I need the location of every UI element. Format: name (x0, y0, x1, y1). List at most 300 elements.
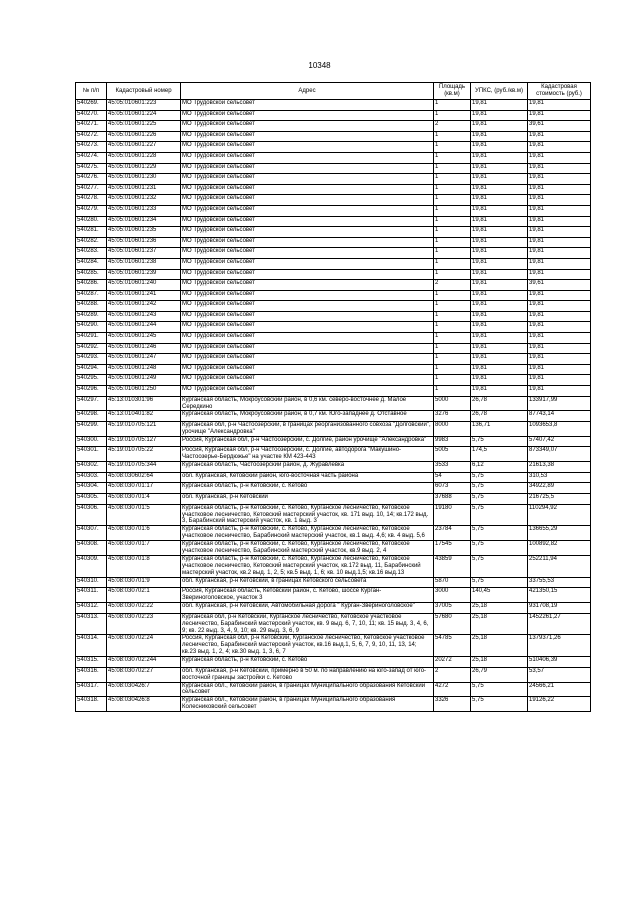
cadastral-number: 45:05:010601:242 (107, 301, 181, 312)
upks: 19,81 (471, 142, 528, 153)
area: 17545 (434, 541, 471, 556)
cadastral-number: 45:05:010601:246 (107, 343, 181, 354)
cadastral-value: 19,81 (528, 290, 591, 301)
table-row (76, 462, 591, 473)
area: 1 (434, 322, 471, 333)
table-row (76, 603, 591, 614)
upks: 5,75 (471, 483, 528, 494)
row-index: 540282. (76, 237, 107, 248)
address: МО Трудовской сельсовет (181, 237, 434, 248)
cadastral-number: 45:19:010705:344 (107, 462, 181, 473)
address: Курганская область, Частоозерский район, д. Журавлевка (181, 462, 434, 473)
area: 8000 (434, 422, 471, 437)
address: Курганская обл., Кетовский район, в границах Муниципального образования Кетовский сельсовет (181, 682, 434, 697)
cadastral-value: 19,81 (528, 142, 591, 153)
row-index: 540307. (76, 526, 107, 541)
area: 1 (434, 205, 471, 216)
table-row (76, 364, 591, 375)
table-row (76, 396, 591, 411)
upks: 5,75 (471, 436, 528, 447)
cadastral-value: 19,81 (528, 131, 591, 142)
address: Курганская область, Мокроусовский район, в 0,6 км. северо-восточнее д. Малое Середкино (181, 396, 434, 411)
address: Курганская область, р-н Кетовский, с. Кетово (181, 483, 434, 494)
table-row (76, 163, 591, 174)
cadastral-value: 19,81 (528, 322, 591, 333)
upks: 19,81 (471, 174, 528, 185)
table-row (76, 311, 591, 322)
cadastral-value: 19,81 (528, 333, 591, 344)
row-index: 540297. (76, 396, 107, 411)
cadastral-number: 45:08:030702:27 (107, 667, 181, 682)
row-index: 540284. (76, 258, 107, 269)
area: 1 (434, 269, 471, 280)
cadastral-number: 45:05:010601:230 (107, 174, 181, 185)
area: 1 (434, 216, 471, 227)
table-body (76, 100, 591, 712)
upks: 19,81 (471, 354, 528, 365)
cadastral-value: 1452261,27 (528, 613, 591, 635)
address: Россия, Курганская обл, р-н Частоозерский, с. Долгие, район урочище "Александровка" (181, 436, 434, 447)
address: МО Трудовской сельсовет (181, 152, 434, 163)
area: 2 (434, 121, 471, 132)
upks: 19,81 (471, 333, 528, 344)
table-row (76, 110, 591, 121)
row-index: 540287. (76, 290, 107, 301)
area: 5870 (434, 577, 471, 588)
area: 23784 (434, 526, 471, 541)
cadastral-value: 19,81 (528, 163, 591, 174)
upks: 19,81 (471, 386, 528, 397)
upks: 19,81 (471, 258, 528, 269)
address: Курганская область, р-н Кетовский, с. Кетово (181, 657, 434, 668)
address: МО Трудовской сельсовет (181, 227, 434, 238)
upks: 19,81 (471, 227, 528, 238)
table-row (76, 216, 591, 227)
upks: 5,75 (471, 682, 528, 697)
area: 3326 (434, 697, 471, 712)
cadastral-value: 24566,21 (528, 682, 591, 697)
table-row (76, 588, 591, 603)
cadastral-number: 45:08:030701:4 (107, 494, 181, 505)
row-index: 540301. (76, 447, 107, 462)
address: Россия, Курганская обл, р-н Частоозерский, с. Долгие, автодорога "Макушино-Частоозерье-Бердюжье" на участке КМ 423-443 (181, 447, 434, 462)
cadastral-value: 1379371,26 (528, 635, 591, 657)
address: МО Трудовской сельсовет (181, 248, 434, 259)
cadastral-number: 45:08:030701:9 (107, 577, 181, 588)
cadastral-value: 1093653,8 (528, 422, 591, 437)
address: МО Трудовской сельсовет (181, 386, 434, 397)
cadastral-number: 45:05:010601:227 (107, 142, 181, 153)
upks: 26,79 (471, 667, 528, 682)
area: 20272 (434, 657, 471, 668)
address: МО Трудовской сельсовет (181, 121, 434, 132)
upks: 25,18 (471, 613, 528, 635)
area: 3533 (434, 462, 471, 473)
cadastral-number: 45:05:010601:235 (107, 227, 181, 238)
upks: 19,81 (471, 301, 528, 312)
table-row (76, 100, 591, 111)
cadastral-value: 931708,19 (528, 603, 591, 614)
cadastral-value: 19,81 (528, 195, 591, 206)
area: 1 (434, 227, 471, 238)
address: МО Трудовской сельсовет (181, 280, 434, 291)
table-row (76, 494, 591, 505)
cadastral-number: 45:08:030701:6 (107, 526, 181, 541)
cadastral-value: 19,81 (528, 237, 591, 248)
cadastral-number: 45:05:010601:245 (107, 333, 181, 344)
row-index: 540300. (76, 436, 107, 447)
upks: 19,81 (471, 110, 528, 121)
table-row (76, 280, 591, 291)
cadastral-number: 45:08:030701:5 (107, 504, 181, 526)
cadastral-value: 19,81 (528, 248, 591, 259)
area: 1 (434, 142, 471, 153)
table-row (76, 682, 591, 697)
row-index: 540318. (76, 697, 107, 712)
cadastral-number: 45:08:030702:244 (107, 657, 181, 668)
cadastral-number: 45:08:030702:1 (107, 588, 181, 603)
address: Курганская обл., Кетовский район, в границах Муниципального образования Колесниковский сельсовет (181, 697, 434, 712)
area: 1 (434, 375, 471, 386)
area: 1 (434, 258, 471, 269)
upks: 19,81 (471, 248, 528, 259)
row-index: 540279. (76, 205, 107, 216)
table-row (76, 526, 591, 541)
row-index: 540309. (76, 555, 107, 577)
cadastral-value: 19,81 (528, 386, 591, 397)
table-header-row (76, 83, 591, 100)
area: 37005 (434, 603, 471, 614)
table-row (76, 447, 591, 462)
area: 5000 (434, 396, 471, 411)
cadastral-number: 45:05:010601:234 (107, 216, 181, 227)
cadastral-number: 45:05:010601:231 (107, 184, 181, 195)
upks: 19,81 (471, 121, 528, 132)
address: МО Трудовской сельсовет (181, 131, 434, 142)
area: 3000 (434, 588, 471, 603)
upks: 19,81 (471, 152, 528, 163)
area: 1 (434, 364, 471, 375)
cadastral-number: 45:05:010601:243 (107, 311, 181, 322)
cadastral-value: 133917,99 (528, 396, 591, 411)
table-row (76, 613, 591, 635)
header-cadastral-number: Кадастровый номер (107, 83, 181, 100)
row-index: 540305. (76, 494, 107, 505)
cadastral-number: 45:08:030602:64 (107, 472, 181, 483)
table-row (76, 322, 591, 333)
area: 5005 (434, 447, 471, 462)
cadastral-number: 45:08:030702:22 (107, 603, 181, 614)
cadastral-value: 19,81 (528, 343, 591, 354)
table-row (76, 386, 591, 397)
address: МО Трудовской сельсовет (181, 174, 434, 185)
address: Россия, Курганская область, Кетовский район, с. Кетово, шоссе Курган-Звериноголовское, участок 3 (181, 588, 434, 603)
table-row (76, 258, 591, 269)
upks: 19,81 (471, 322, 528, 333)
table-row (76, 354, 591, 365)
page-number: 10348 (308, 61, 331, 70)
row-index: 540317. (76, 682, 107, 697)
row-index: 540281. (76, 227, 107, 238)
upks: 19,81 (471, 269, 528, 280)
cadastral-number: 45:08:030701:17 (107, 483, 181, 494)
address: МО Трудовской сельсовет (181, 163, 434, 174)
area: 1 (434, 152, 471, 163)
table-row (76, 667, 591, 682)
area: 1 (434, 195, 471, 206)
table-row (76, 205, 591, 216)
row-index: 540310. (76, 577, 107, 588)
row-index: 540271. (76, 121, 107, 132)
row-index: 540313. (76, 613, 107, 635)
area: 1 (434, 343, 471, 354)
cadastral-value: 252211,94 (528, 555, 591, 577)
cadastral-value: 21613,38 (528, 462, 591, 473)
address: обл. Курганская, р-н Кетовский, примерно в 50 м. по направлению на юго-запад от юго-восточной границы застройки с. Кетово (181, 667, 434, 682)
row-index: 540289. (76, 311, 107, 322)
table-row (76, 301, 591, 312)
upks: 19,81 (471, 184, 528, 195)
table-row (76, 333, 591, 344)
cadastral-value: 19,81 (528, 110, 591, 121)
row-index: 540288. (76, 301, 107, 312)
cadastral-value: 19,81 (528, 354, 591, 365)
upks: 136,71 (471, 422, 528, 437)
cadastral-number: 45:05:010601:247 (107, 354, 181, 365)
row-index: 540312. (76, 603, 107, 614)
area: 1 (434, 248, 471, 259)
cadastral-number: 45:05:010601:226 (107, 131, 181, 142)
upks: 19,81 (471, 163, 528, 174)
row-index: 540315. (76, 657, 107, 668)
address: МО Трудовской сельсовет (181, 195, 434, 206)
address: Курганская область, р-н Кетовский, с. Кетово, Курганское лесничество, Кетовское участковое лесничество, Барабинский мастерский участок, кв.9 выд. 2, 4 (181, 541, 434, 556)
upks: 19,81 (471, 343, 528, 354)
area: 54 (434, 472, 471, 483)
upks: 19,81 (471, 311, 528, 322)
row-index: 540296. (76, 386, 107, 397)
table-row (76, 237, 591, 248)
cadastral-value: 19,81 (528, 100, 591, 111)
area: 1 (434, 237, 471, 248)
table-row (76, 269, 591, 280)
table-row (76, 504, 591, 526)
cadastral-table (75, 82, 591, 712)
upks: 5,75 (471, 526, 528, 541)
area: 4272 (434, 682, 471, 697)
row-index: 540293. (76, 354, 107, 365)
address: МО Трудовской сельсовет (181, 322, 434, 333)
address: обл. Курганская, р-н Кетовский, Автомобильная дорога " Курган-Звериноголовское" (181, 603, 434, 614)
header-area: Площадь (кв.м) (434, 83, 471, 100)
header-upks: УПКС, (руб./кв.м) (471, 83, 528, 100)
row-index: 540285. (76, 269, 107, 280)
row-index: 540272. (76, 131, 107, 142)
row-index: 540303. (76, 472, 107, 483)
table-row (76, 375, 591, 386)
cadastral-number: 45:08:030702:23 (107, 613, 181, 635)
row-index: 540292. (76, 343, 107, 354)
table-row (76, 343, 591, 354)
upks: 25,18 (471, 657, 528, 668)
table-row (76, 152, 591, 163)
upks: 5,75 (471, 577, 528, 588)
cadastral-number: 45:05:010601:240 (107, 280, 181, 291)
row-index: 540273. (76, 142, 107, 153)
upks: 174,5 (471, 447, 528, 462)
header-cadastral-value: Кадастровая стоимость (руб.) (528, 83, 591, 100)
cadastral-value: 57407,42 (528, 436, 591, 447)
cadastral-number: 45:13:010301:96 (107, 396, 181, 411)
row-index: 540278. (76, 195, 107, 206)
area: 54785 (434, 635, 471, 657)
row-index: 540291. (76, 333, 107, 344)
address: Курганская область, р-н Кетовский, с. Кетово, Курганское лесничество, Кетовское участковое лесничество, Кетовский мастерский участок, кв. 171 выд. 10, 14; кв.172 выд. 3, Барабинский мастерский участок, кв. 1 выд. 3 (181, 504, 434, 526)
row-index: 540302. (76, 462, 107, 473)
address: Россия, Курганская обл, р-н Кетовский, Курганское лесничество, Кетовское участковое лесничество, Барабинский мастерский участок, кв.16 выд.1, 5, 6, 7, 9, 10, 11, 13, 14; кв.23 выд. 1, 2, 4; кв.30 выд. 1, 3, 6, 7 (181, 635, 434, 657)
cadastral-number: 45:05:010601:224 (107, 110, 181, 121)
address: МО Трудовской сельсовет (181, 333, 434, 344)
upks: 5,75 (471, 494, 528, 505)
address: МО Трудовской сельсовет (181, 343, 434, 354)
cadastral-value: 53,57 (528, 667, 591, 682)
upks: 19,81 (471, 237, 528, 248)
cadastral-value: 19,81 (528, 258, 591, 269)
table-row (76, 657, 591, 668)
address: обл. Курганская, Кетовский район, юго-восточная часть района (181, 472, 434, 483)
cadastral-value: 19,81 (528, 227, 591, 238)
area: 19180 (434, 504, 471, 526)
table-row (76, 411, 591, 422)
cadastral-number: 45:05:010601:237 (107, 248, 181, 259)
cadastral-value: 34922,89 (528, 483, 591, 494)
address: МО Трудовской сельсовет (181, 269, 434, 280)
address: Курганская обл, р-н Кетовский, Курганское лесничество, Кетовское участковое лесничество, Барабинский мастерский участок, кв. 9 выд. 6, 7, 10, 11; кв. 15 выд. 3, 4, 6, 9; кв. 22 выд. 3, 4, 9, 10; кв. 29 выд. 3, 6, 9 (181, 613, 434, 635)
address: МО Трудовской сельсовет (181, 184, 434, 195)
upks: 19,81 (471, 364, 528, 375)
address: МО Трудовской сельсовет (181, 258, 434, 269)
address: Курганская область, р-н Кетовский, с. Кетово, Курганское лесничество, Кетовское участковое лесничество, Барабинский мастерский участок, кв.1 выд. 4,6; кв. 4 выд. 5,6 (181, 526, 434, 541)
cadastral-value: 100892,82 (528, 541, 591, 556)
area: 1 (434, 333, 471, 344)
table-row (76, 174, 591, 185)
table-row (76, 184, 591, 195)
cadastral-value: 39,61 (528, 121, 591, 132)
cadastral-number: 45:19:010705:22 (107, 447, 181, 462)
upks: 26,78 (471, 396, 528, 411)
cadastral-value: 19,81 (528, 364, 591, 375)
area: 1 (434, 163, 471, 174)
address: МО Трудовской сельсовет (181, 301, 434, 312)
cadastral-value: 19,81 (528, 216, 591, 227)
cadastral-value: 19,81 (528, 174, 591, 185)
table-row (76, 555, 591, 577)
cadastral-value: 39,61 (528, 280, 591, 291)
upks: 19,81 (471, 375, 528, 386)
address: Курганская область, р-н Кетовский, с. Кетово, Курганское лесничество, Кетовское участковое лесничество, Кетовский мастерский участок, кв.172 выд. 11, Барабинский мастерский участок, кв.2 выд. 1, 2, 5; кв.5 выд. 1, 6; кв. 10 выд.1,5; кв.16 выд.13 (181, 555, 434, 577)
table-row (76, 697, 591, 712)
area: 1 (434, 131, 471, 142)
cadastral-number: 45:05:010601:228 (107, 152, 181, 163)
row-index: 540308. (76, 541, 107, 556)
area: 1 (434, 311, 471, 322)
upks: 19,81 (471, 131, 528, 142)
cadastral-value: 873349,07 (528, 447, 591, 462)
cadastral-number: 45:05:010601:223 (107, 100, 181, 111)
cadastral-number: 45:19:010705:121 (107, 422, 181, 437)
upks: 19,81 (471, 290, 528, 301)
table-row (76, 195, 591, 206)
cadastral-value: 87743,14 (528, 411, 591, 422)
address: МО Трудовской сельсовет (181, 354, 434, 365)
table-row (76, 227, 591, 238)
cadastral-value: 136655,29 (528, 526, 591, 541)
area: 1 (434, 110, 471, 121)
address: МО Трудовской сельсовет (181, 375, 434, 386)
address: МО Трудовской сельсовет (181, 311, 434, 322)
address: Курганская обл, р-н Частоозерский, в границах реорганизованного совхоза "Долговский", урочище "Александровка" (181, 422, 434, 437)
cadastral-number: 45:08:030702:24 (107, 635, 181, 657)
address: МО Трудовской сельсовет (181, 290, 434, 301)
area: 2 (434, 280, 471, 291)
area: 43859 (434, 555, 471, 577)
area: 1 (434, 184, 471, 195)
cadastral-value: 33755,53 (528, 577, 591, 588)
row-index: 540269. (76, 100, 107, 111)
cadastral-value: 19126,22 (528, 697, 591, 712)
upks: 140,45 (471, 588, 528, 603)
area: 37688 (434, 494, 471, 505)
row-index: 540275. (76, 163, 107, 174)
row-index: 540295. (76, 375, 107, 386)
header-address: Адрес (181, 83, 434, 100)
area: 3276 (434, 411, 471, 422)
cadastral-number: 45:05:010601:250 (107, 386, 181, 397)
cadastral-number: 45:05:010601:233 (107, 205, 181, 216)
address: МО Трудовской сельсовет (181, 142, 434, 153)
cadastral-number: 45:05:010601:225 (107, 121, 181, 132)
row-index: 540298. (76, 411, 107, 422)
cadastral-value: 110294,92 (528, 504, 591, 526)
cadastral-number: 45:05:010601:249 (107, 375, 181, 386)
upks: 5,75 (471, 697, 528, 712)
address: обл. Курганская, р-н Кетовский, в границах Кетовского сельсовета (181, 577, 434, 588)
row-index: 540274. (76, 152, 107, 163)
address: МО Трудовской сельсовет (181, 205, 434, 216)
row-index: 540299. (76, 422, 107, 437)
area: 2 (434, 667, 471, 682)
row-index: 540306. (76, 504, 107, 526)
cadastral-value: 421350,15 (528, 588, 591, 603)
upks: 19,81 (471, 100, 528, 111)
upks: 25,18 (471, 603, 528, 614)
table-row (76, 577, 591, 588)
cadastral-number: 45:05:010601:232 (107, 195, 181, 206)
upks: 19,81 (471, 216, 528, 227)
cadastral-number: 45:05:010601:241 (107, 290, 181, 301)
upks: 5,75 (471, 555, 528, 577)
table-row (76, 436, 591, 447)
upks: 5,75 (471, 541, 528, 556)
cadastral-number: 45:08:030426:7 (107, 682, 181, 697)
address: Курганская область, Мокроусовский район, в 0,7 км. Юго-западнее д. Отставное (181, 411, 434, 422)
cadastral-number: 45:08:030426:8 (107, 697, 181, 712)
cadastral-value: 19,81 (528, 301, 591, 312)
cadastral-number: 45:05:010601:236 (107, 237, 181, 248)
area: 1 (434, 100, 471, 111)
row-index: 540304. (76, 483, 107, 494)
row-index: 540277. (76, 184, 107, 195)
